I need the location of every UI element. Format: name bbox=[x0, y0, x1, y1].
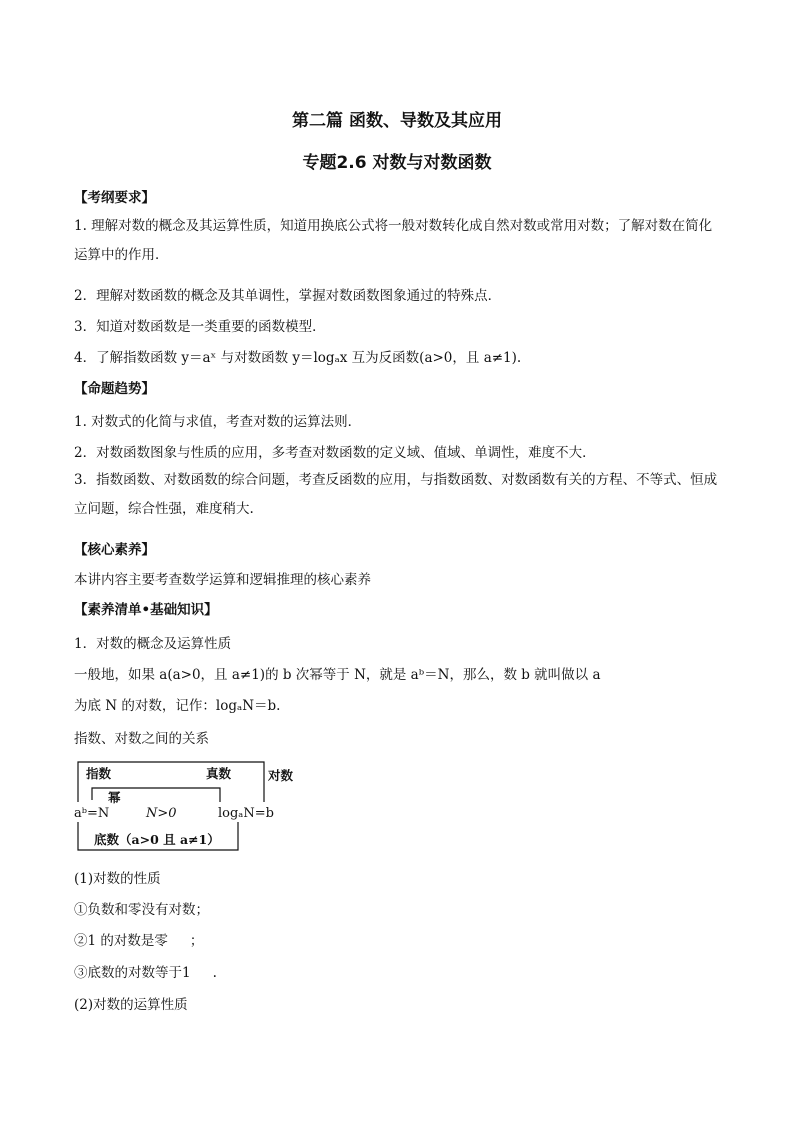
property-3-end: . bbox=[212, 965, 217, 981]
basics-item1-title: 1．对数的概念及运算性质 bbox=[74, 636, 232, 652]
syllabus-item-1: 1. 理解对数的概念及其运算性质，知道用换底公式将一般对数转化成自然对数或常用对数；了解对数在简化运算中的作用． bbox=[74, 218, 713, 263]
definition-line-1: 一般地，如果 a(a>0，且 a≠1)的 b 次幂等于 N，就是 aᵇ＝N，那么，数 b 就叫做以 a bbox=[74, 667, 601, 683]
trend-item-2: 2．对数函数图象与性质的应用，多考查对数函数的定义域、值域、单调性，难度不大． bbox=[74, 445, 596, 461]
syllabus-item-4: 4．了解指数函数 y＝aˣ 与对数函数 y＝logₐx 互为反函数(a>0，且 a≠1). bbox=[74, 350, 522, 366]
diagram-label-exponent: 指数 bbox=[86, 766, 112, 781]
diagram-expr-exponential: aᵇ=N bbox=[74, 806, 110, 821]
properties-title: (1)对数的性质 bbox=[74, 871, 161, 887]
property-1: ①负数和零没有对数； bbox=[74, 902, 209, 918]
diagram-label-log: 对数 bbox=[268, 768, 294, 783]
exp-log-relation-diagram bbox=[72, 758, 312, 858]
relation-caption: 指数、对数之间的关系 bbox=[74, 731, 209, 747]
core-heading: 【核心素养】 bbox=[74, 542, 155, 558]
core-text: 本讲内容主要考查数学运算和逻辑推理的核心素养 bbox=[74, 572, 371, 588]
syllabus-item-2: 2．理解对数函数的概念及其单调性，掌握对数函数图象通过的特殊点． bbox=[74, 288, 502, 304]
diagram-expr-condition: N>0 bbox=[146, 806, 177, 821]
property-2-text: ②1 的对数是零 bbox=[74, 933, 168, 949]
property-2-end: ； bbox=[189, 933, 204, 949]
chapter-title: 第二篇 函数、导数及其应用 bbox=[292, 111, 502, 131]
topic-title: 专题2.6 对数与对数函数 bbox=[302, 153, 492, 173]
syllabus-heading: 【考纲要求】 bbox=[74, 190, 155, 206]
definition-line-2: 为底 N 的对数，记作：logₐN＝b. bbox=[74, 698, 281, 714]
trend-item-1: 1. 对数式的化简与求值，考查对数的运算法则． bbox=[74, 414, 362, 430]
diagram-label-true-number: 真数 bbox=[206, 766, 232, 781]
property-3-text: ③底数的对数等于1 bbox=[74, 965, 191, 981]
basics-heading: 【素养清单•基础知识】 bbox=[74, 602, 218, 618]
property-2 bbox=[74, 929, 203, 949]
trend-heading: 【命题趋势】 bbox=[74, 381, 155, 397]
operations-title: (2)对数的运算性质 bbox=[74, 997, 188, 1013]
diagram-label-base: 底数（a>0 且 a≠1） bbox=[94, 832, 220, 847]
property-3 bbox=[74, 961, 217, 981]
syllabus-item-3: 3．知道对数函数是一类重要的函数模型． bbox=[74, 319, 326, 335]
diagram-label-power: 幂 bbox=[108, 790, 121, 805]
diagram-expr-logarithm: logₐN=b bbox=[218, 806, 274, 821]
trend-item-3: 3．指数函数、对数函数的综合问题，考查反函数的应用，与指数函数、对数函数有关的方程、不等式、恒成立问题，综合性强，难度稍大. bbox=[74, 472, 718, 517]
